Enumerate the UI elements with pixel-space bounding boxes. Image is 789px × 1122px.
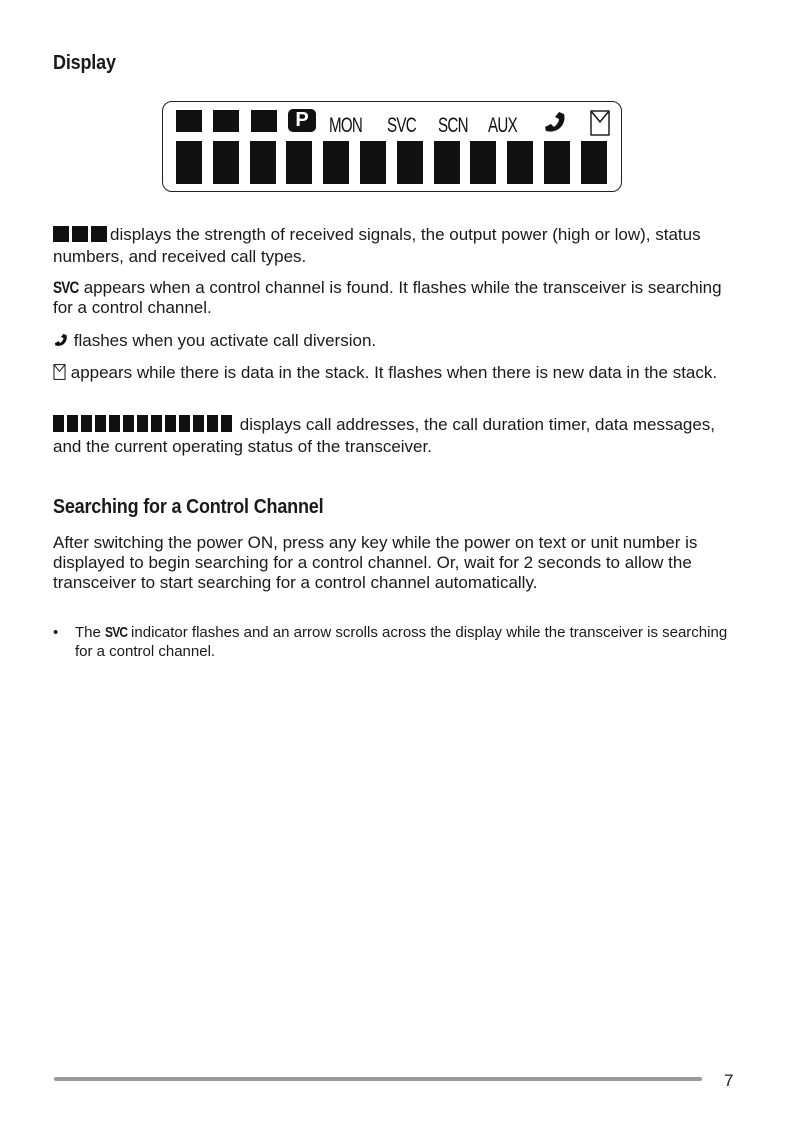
dot-matrix-block — [95, 415, 106, 432]
three-block-icon — [53, 226, 110, 247]
lcd-indicator-aux: AUX — [488, 114, 517, 137]
paragraph-stack — [53, 363, 743, 383]
svc-inline-label: SVC — [53, 278, 79, 297]
bullet-text — [75, 623, 735, 661]
phone-icon — [53, 332, 69, 348]
paragraph-search-body: After switching the power ON, press any key while the power on text or unit number is displayed to begin searching for a control channel. Or, wait for 2 seconds to allow the transceiver to start searching for a control channel automatically. — [53, 533, 698, 592]
paragraph-signal — [53, 225, 743, 267]
lcd-matrix-char — [360, 141, 386, 184]
envelope-icon — [590, 110, 610, 136]
lcd-matrix-char — [176, 141, 202, 184]
bullet-pre: The — [75, 624, 101, 641]
section-title-search: Searching for a Control Channel — [53, 496, 324, 518]
lcd-matrix-char — [323, 141, 349, 184]
lcd-signal-block-2 — [213, 110, 239, 132]
dot-matrix-block — [109, 415, 120, 432]
paragraph-phone — [53, 331, 743, 351]
lcd-matrix-char — [581, 141, 607, 184]
section-title-display: Display — [53, 52, 116, 74]
lcd-signal-block-1 — [176, 110, 202, 132]
lcd-matrix-char — [470, 141, 496, 184]
dot-matrix-block — [137, 415, 148, 432]
lcd-matrix-char — [434, 141, 460, 184]
lcd-indicator-mon: MON — [329, 114, 363, 137]
lcd-matrix-char — [250, 141, 276, 184]
paragraph-dotmatrix-text: displays call addresses, the call duration timer, data messages, and the current operating status of the transceiver. — [53, 415, 716, 456]
lcd-matrix-char — [286, 141, 312, 184]
paragraph-signal-text: displays the strength of received signals, the output power (high or low), status numbers, and received call types. — [53, 225, 701, 266]
phone-icon — [542, 110, 568, 134]
page-number: 7 — [724, 1071, 734, 1090]
dot-matrix-block — [81, 415, 92, 432]
lcd-matrix-char — [544, 141, 570, 184]
lcd-matrix-char — [507, 141, 533, 184]
dot-matrix-block — [151, 415, 162, 432]
paragraph-svc — [53, 278, 743, 318]
dot-matrix-block — [67, 415, 78, 432]
dot-matrix-block — [53, 415, 64, 432]
envelope-icon — [53, 364, 66, 380]
lcd-p-badge: P — [288, 109, 316, 132]
dot-matrix-block — [165, 415, 176, 432]
dot-matrix-icon — [53, 415, 235, 437]
lcd-indicator-scn: SCN — [438, 114, 468, 137]
paragraph-dotmatrix — [53, 415, 743, 457]
dot-matrix-block — [179, 415, 190, 432]
lcd-signal-block-3 — [251, 110, 277, 132]
lcd-matrix-char — [397, 141, 423, 184]
paragraph-stack-text: appears while there is data in the stack. It flashes when there is new data in the stack. — [70, 363, 718, 382]
lcd-indicator-svc: SVC — [387, 114, 416, 137]
bullet-mark: • — [53, 624, 59, 641]
lcd-display-diagram — [162, 101, 622, 192]
paragraph-phone-text: flashes when you activate call diversion. — [73, 331, 377, 350]
lcd-matrix-char — [213, 141, 239, 184]
footer-rule — [54, 1077, 702, 1081]
bullet-post: indicator flashes and an arrow scrolls across the display while the transceiver is searching for a control channel. — [75, 624, 728, 660]
dot-matrix-block — [221, 415, 232, 432]
dot-matrix-block — [193, 415, 204, 432]
paragraph-svc-text: appears when a control channel is found. It flashes while the transceiver is searching for a control channel. — [53, 278, 722, 317]
dot-matrix-block — [207, 415, 218, 432]
svc-inline-label: SVC — [105, 624, 128, 641]
dot-matrix-block — [123, 415, 134, 432]
